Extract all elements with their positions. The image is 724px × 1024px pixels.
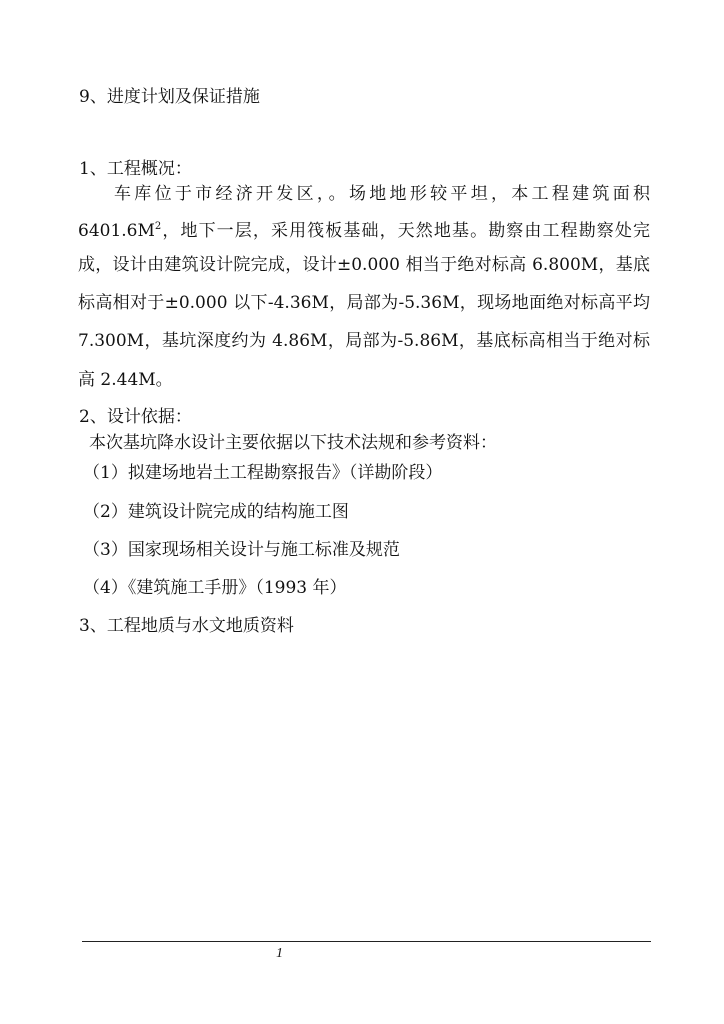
design-basis-intro: 本次基坑降水设计主要依据以下技术法规和参考资料： xyxy=(89,433,497,453)
area-unit-superscript: 2 xyxy=(154,221,162,232)
overview-line-4: 标高相对于±0.000 以下-4.36M，局部为-5.36M，现场地面绝对标高平均 xyxy=(78,293,650,313)
heading-progress-plan: 9、进度计划及保证措施 xyxy=(79,87,260,107)
section-2-title: 2、设计依据： xyxy=(79,407,192,427)
design-basis-item-2: （2）建筑设计院完成的结构施工图 xyxy=(83,502,349,522)
area-value: 6401.6M xyxy=(78,221,155,241)
overview-line-2-rest: ，地下一层，采用筏板基础，天然地基。勘察由工程勘察处完 xyxy=(161,221,650,241)
section-3-title: 3、工程地质与水文地质资料 xyxy=(79,616,294,636)
section-1-title: 1、工程概况： xyxy=(79,159,192,179)
overview-line-1: 车库位于市经济开发区，。场地地形较平坦，本工程建筑面积 xyxy=(114,184,650,204)
footer-divider xyxy=(82,941,651,942)
design-basis-item-3: （3）国家现场相关设计与施工标准及规范 xyxy=(83,540,400,560)
overview-line-3: 成，设计由建筑设计院完成，设计±0.000 相当于绝对标高 6.800M，基底 xyxy=(78,255,650,275)
overview-line-2 xyxy=(78,216,650,242)
page-number: 1 xyxy=(276,946,283,961)
overview-line-5: 7.300M，基坑深度约为 4.86M，局部为-5.86M，基底标高相当于绝对标 xyxy=(78,331,650,351)
design-basis-item-4: （4）《建筑施工手册》（1993 年） xyxy=(83,578,347,598)
overview-line-6: 高 2.44M。 xyxy=(78,370,173,390)
design-basis-item-1: （1）拟建场地岩土工程勘察报告》（详勘阶段） xyxy=(83,463,443,483)
